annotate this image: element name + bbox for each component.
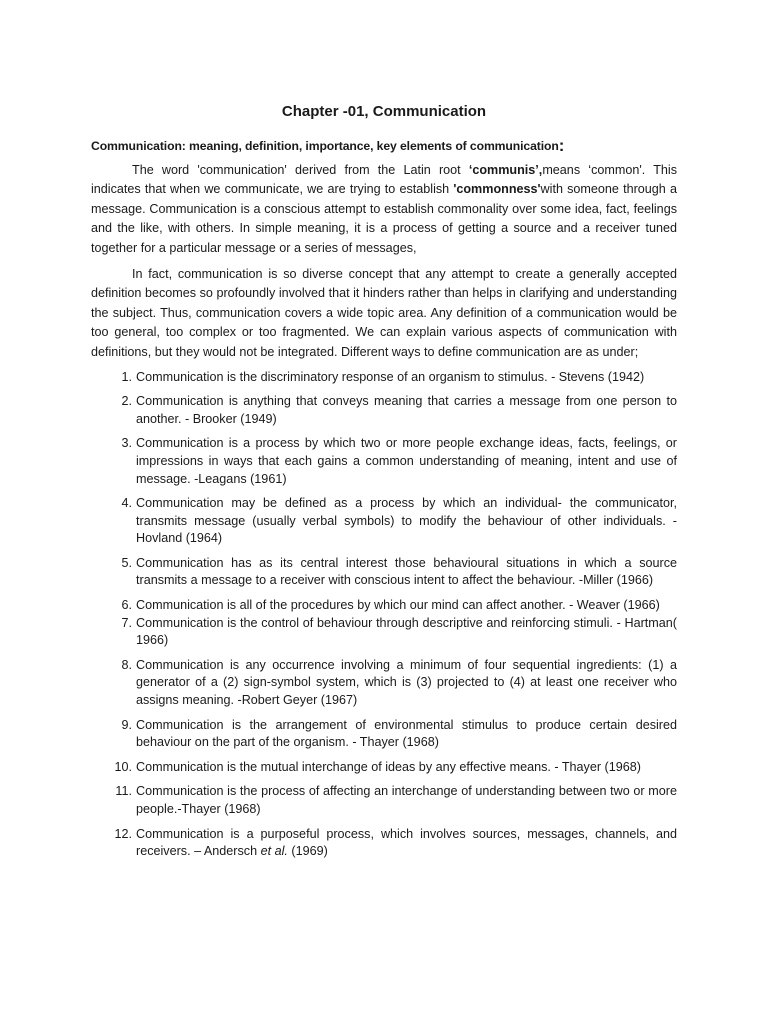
list-number: 2. [121,394,132,409]
page-title: Chapter -01, Communication [281,103,487,120]
definitions-list [91,369,677,861]
list-item-text-end: (1969) [287,844,328,859]
list-item [91,717,677,752]
paragraph-text: The word 'communication' derived from the Latin root [132,162,469,177]
list-item-text: Communication has as its central interest those behavioural situations in which a source transmits a message to a receiver with conscious intent to affect the behaviour. -Miller (1966) [136,555,677,588]
list-number: 1. [121,369,132,384]
italic-et-al: et al. [260,844,288,859]
list-number: 9. [121,717,132,732]
list-item [91,393,677,428]
list-item-text: Communication is the discriminatory response of an organism to stimulus. - Stevens (1942) [136,369,645,384]
list-item-text: Communication is the mutual interchange of ideas by any effective means. - Thayer (1968) [136,759,641,774]
list-number: 3. [121,436,132,451]
list-item-text: Communication is all of the procedures by which our mind can affect another. - Weaver (1966) [136,598,660,613]
subheading-colon: : [558,136,565,155]
list-number: 10. [114,759,132,774]
list-item-text: Communication is any occurrence involving a minimum of four sequential ingredients: (1) a generator of a (2) sign-symbol system, which is (3) projected to (4) at least one receiver who assigns meaning. -Robert Geyer (1967) [136,657,677,708]
list-item [91,759,677,777]
list-item [91,435,677,488]
list-item [91,783,677,818]
bold-term-communis: ‘communis’, [468,162,543,177]
list-item-text: Communication may be defined as a process by which an individual- the communicator, transmits message (usually verbal symbols) to modify the behaviour of other individuals. - Hovland (1964) [136,496,677,546]
list-item-text [136,827,677,859]
list-item-text: Communication is a process by which two or more people exchange ideas, facts, feelings, or impressions in ways that each gains a common understanding of meaning, intent and use of message. -Leagans (1961) [136,436,677,486]
section-subheading [91,136,677,157]
paragraph-etymology [91,161,677,259]
list-item-text: Communication is anything that conveys meaning that carries a message from one person to another. - Brooker (1949) [136,394,677,426]
list-item [91,826,677,861]
list-item [91,657,677,710]
list-item-text: Communication is the process of affecting an interchange of understanding between two or more people.-Thayer (1968) [136,784,677,816]
list-number: 6. [121,598,132,613]
list-item [91,495,677,548]
subheading-text: Communication: meaning, definition, importance, key elements of communication [91,139,559,153]
list-number: 5. [121,555,132,570]
bold-term-commonness: 'commonness' [453,182,541,197]
list-item [91,597,677,615]
paragraph-text: means ‘common'. This indicates that when we communicate, we are trying to establish [91,162,677,197]
list-number: 7. [121,615,132,630]
list-number: 11. [115,784,132,799]
list-number: 12. [114,826,132,841]
list-item [91,615,677,650]
paragraph-text: with someone through a message. Communication is a conscious attempt to establish commonality over some idea, fact, feelings and the like, with others. In simple meaning, it is a process of getting a source and a receiver tuned together for a particular message or a series of messages, [91,182,677,255]
list-item-text-start: Communication is a purposeful process, which involves sources, messages, channels, and receivers. – Andersch [136,826,677,859]
paragraph-definitions-intro: In fact, communication is so diverse concept that any attempt to create a generally accepted definition becomes so profoundly involved that it hinders rather than helps in clarifying and understanding the subject. Thus, communication covers a wide topic area. Any definition of a communication would be too general, too complex or too fragmented. We can explain various aspects of communication with definitions, but they would not be integrated. Different ways to define communication are as under; [91,266,677,359]
list-item-text: Communication is the control of behaviour through descriptive and reinforcing stimuli. - Hartman( 1966) [136,615,677,648]
list-item [91,555,677,590]
list-number: 4. [121,496,132,511]
list-item [91,369,677,387]
list-number: 8. [121,657,132,672]
list-item-text: Communication is the arrangement of environmental stimulus to produce certain desired behaviour on the part of the organism. - Thayer (1968) [136,717,677,750]
